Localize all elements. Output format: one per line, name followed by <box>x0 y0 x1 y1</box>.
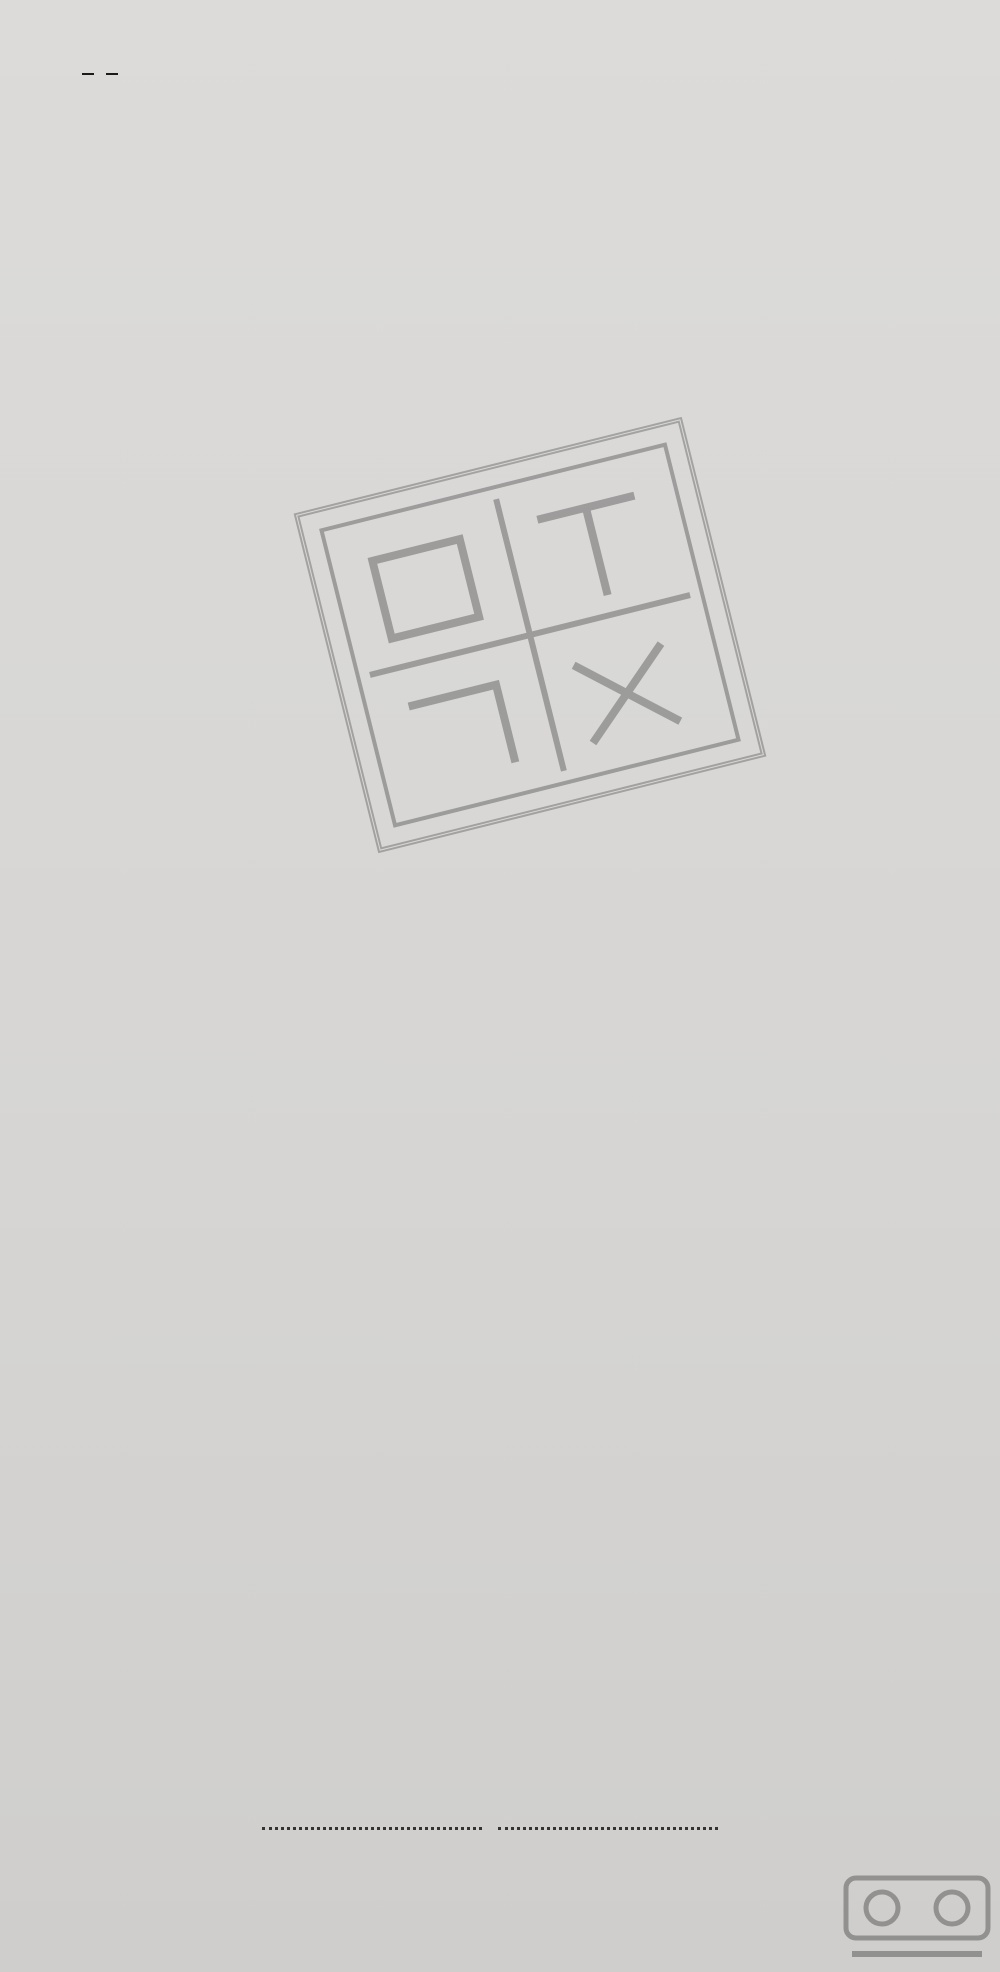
footer-dots-right <box>498 1827 718 1830</box>
page-footer <box>40 1805 940 1849</box>
fraction-values <box>106 73 118 75</box>
page-content <box>38 12 938 120</box>
school-seal-stamp <box>294 417 767 853</box>
seal-icon <box>300 423 761 847</box>
watermark-logo-icon <box>842 1872 992 1968</box>
footer-dots-left <box>262 1827 482 1830</box>
fraction-formula <box>38 30 938 116</box>
fraction-f-over-s <box>82 73 94 75</box>
